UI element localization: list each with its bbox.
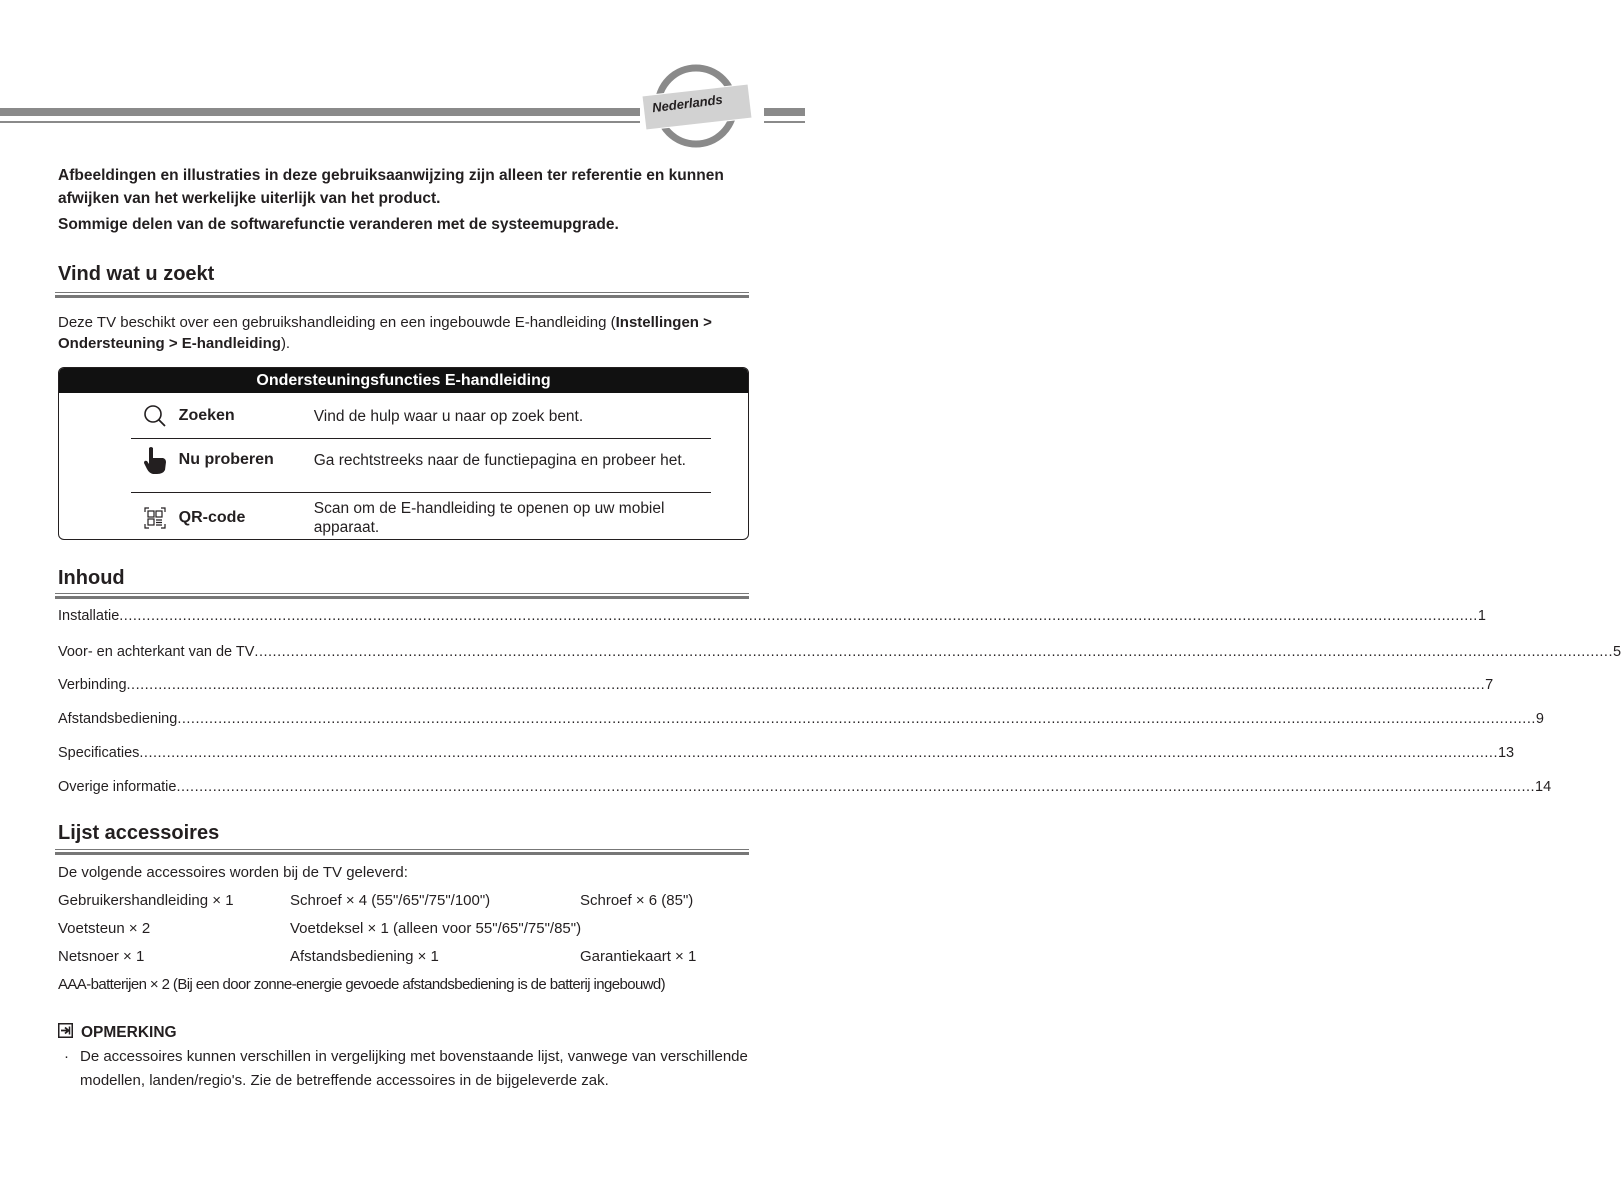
table-row (131, 404, 711, 428)
search-icon (131, 404, 179, 428)
table-title: Ondersteuningsfuncties E-handleiding (59, 368, 748, 393)
language-badge (636, 66, 756, 146)
accessory-item: Netsnoer × 1 (58, 948, 145, 965)
toc-leader: ............................................................................................................................................................................................................................................................................................................ (139, 745, 1498, 761)
note-body (64, 1045, 754, 1092)
note-title: OPMERKING (81, 1024, 177, 1041)
toc-page: 5 (1613, 644, 1621, 660)
header-line (0, 121, 640, 123)
toc-page: 9 (1535, 711, 1544, 727)
toc-page: 1 (1477, 608, 1486, 624)
accessory-item: Gebruikershandleiding × 1 (58, 892, 234, 909)
accessories-intro: De volgende accessoires worden bij de TV geleverd: (58, 864, 408, 881)
toc-label: Verbinding (58, 677, 127, 693)
row-divider (131, 438, 711, 439)
note-text: De accessoires kunnen verschillen in vergelijking met bovenstaande lijst, vanwege van verschillende modellen, landen/regio's. Zie de betreffende accessoires in de bijgeleverde zak. (80, 1048, 748, 1089)
section-rule (55, 593, 749, 600)
find-text (58, 312, 758, 354)
section-heading-contents: Inhoud (58, 567, 125, 589)
table-row (131, 446, 711, 474)
toc-item-afstandsbediening[interactable] (58, 711, 1544, 727)
find-text-post: ). (280, 335, 291, 352)
find-menu-path: Instellingen > Ondersteuning > E-handleiding (58, 314, 712, 352)
accessory-batteries: AAA-batterijen × 2 (Bij een door zonne-energie gevoede afstandsbediening is de batterij ingebouwd) (58, 976, 666, 993)
note-heading (58, 1023, 177, 1043)
row-divider (131, 492, 711, 493)
toc-leader: ............................................................................................................................................................................................................................................................................................................ (126, 677, 1486, 693)
toc-label: Specificaties (58, 745, 140, 761)
accessory-item: Garantiekaart × 1 (580, 948, 697, 965)
accessory-item: Schroef × 4 (55"/65"/75"/100") (290, 892, 491, 909)
accessory-item: Voetsteun × 2 (58, 920, 151, 937)
language-label: Nederlands (651, 91, 724, 116)
toc-item-verbinding[interactable] (58, 677, 1494, 693)
section-rule (55, 292, 749, 299)
header-bar (0, 108, 640, 116)
bullet: · (64, 1048, 69, 1065)
table-row (131, 499, 711, 537)
toc-leader: ............................................................................................................................................................................................................................................................................................................ (176, 779, 1536, 795)
note-arrow-icon (58, 1023, 73, 1043)
function-desc: Ga rechtstreeks naar de functiepagina en probeer het. (313, 451, 686, 469)
toc-leader: ............................................................................................................................................................................................................................................................................................................ (177, 711, 1536, 727)
hand-pointer-icon (131, 446, 179, 474)
function-name: QR-code (178, 509, 246, 526)
section-heading-accessories: Lijst accessoires (58, 822, 220, 844)
section-heading-find: Vind wat u zoekt (58, 263, 215, 285)
accessory-item: Afstandsbediening × 1 (290, 948, 439, 965)
toc-page: 13 (1497, 745, 1515, 761)
toc-item-installatie[interactable] (58, 608, 1486, 624)
qr-code-icon (131, 507, 179, 529)
header-line-right (764, 121, 805, 123)
toc-leader: ............................................................................................................................................................................................................................................................................................................ (254, 644, 1613, 660)
toc-item-overige[interactable] (58, 779, 1552, 795)
emanual-functions-table (58, 367, 749, 540)
toc-item-specificaties[interactable] (58, 745, 1515, 761)
toc-item-voor-achterkant[interactable] (58, 644, 1621, 660)
accessory-item: Schroef × 6 (85") (580, 892, 694, 909)
toc-page: 14 (1535, 779, 1552, 795)
toc-label: Overige informatie (58, 779, 177, 795)
accessory-item: Voetdeksel × 1 (alleen voor 55"/65"/75"/85") (290, 920, 582, 937)
function-desc: Vind de hulp waar u naar op zoek bent. (313, 407, 584, 425)
toc-label: Afstandsbediening (58, 711, 178, 727)
intro-disclaimer: Afbeeldingen en illustraties in deze gebruiksaanwijzing zijn alleen ter referentie en kunnen afwijken van het werkelijke uiterlijk van het product. (58, 167, 724, 207)
function-name: Zoeken (178, 407, 235, 424)
function-name: Nu proberen (178, 451, 274, 468)
function-desc: Scan om de E-handleiding te openen op uw mobiel apparaat. (313, 500, 665, 536)
toc-label: Installatie (58, 608, 120, 624)
toc-page: 7 (1485, 677, 1494, 693)
section-rule (55, 849, 749, 856)
find-text-pre: Deze TV beschikt over een gebruikshandleiding en een ingebouwde E-handleiding ( (58, 314, 616, 331)
toc-leader: ............................................................................................................................................................................................................................................................................................................ (119, 608, 1478, 624)
intro-upgrade: Sommige delen van de softwarefunctie veranderen met de systeemupgrade. (58, 216, 619, 233)
header-bar-right (764, 108, 805, 116)
toc-label: Voor- en achterkant van de TV (58, 644, 255, 660)
